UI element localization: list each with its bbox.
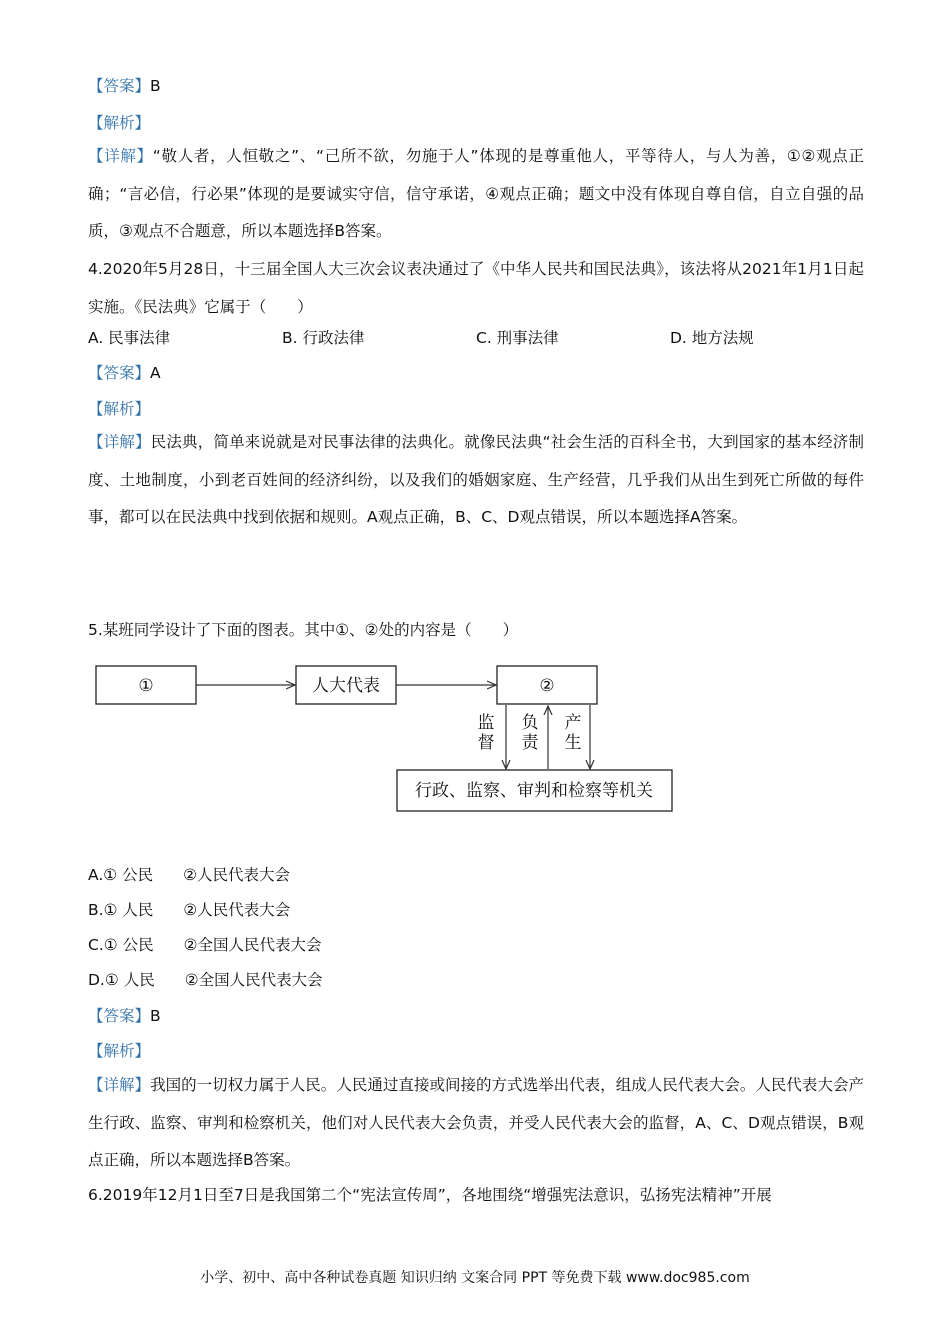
option-part-2: ②人民代表大会 (183, 866, 290, 884)
q5-stem: 5.某班同学设计了下面的图表。其中①、②处的内容是（ ） (88, 621, 519, 639)
diagram-bottom-label: 行政、监察、审判和检察等机关 (415, 781, 653, 801)
analysis-tag: 【解析】 (88, 400, 151, 418)
q5-analysis-tag (88, 1041, 863, 1061)
q6-stem: 6.2019年12月1日至7日是我国第二个“宪法宣传周”，各地围绕“增强宪法意识，弘扬宪法精神”开展 (88, 1186, 772, 1204)
option-part-2: ②全国人民代表大会 (184, 971, 323, 989)
answer-value: B (150, 77, 161, 95)
option-part-1: ① 公民 (103, 936, 154, 954)
label-produce-1: 产 (564, 713, 582, 733)
diagram-box-3-label: ② (539, 676, 555, 696)
option-letter: B. (88, 901, 104, 919)
q5-answer (88, 1006, 863, 1026)
page-footer: 小学、初中、高中各种试卷真题 知识归纳 文案合同 PPT 等免费下载 www.doc985.com (200, 1270, 750, 1286)
label-supervise-1: 监 (477, 713, 495, 733)
q4-option-a[interactable]: A. 民事法律 (88, 329, 171, 347)
label-responsible-2: 责 (521, 733, 539, 753)
label-produce-2: 生 (564, 733, 582, 753)
detail-text: 民法典，简单来说就是对民事法律的法典化。就像民法典“社会生活的百科全书，大到国家的基本经济制度、土地制度，小到老百姓间的经济纠纷，以及我们的婚姻家庭、生产经营，几乎我们从出生到死亡所做的每件事，都可以在民法典中找到依据和规则。A观点正确，B、C、D观点错误，所以本题选择A答案。 (88, 433, 864, 526)
detail-text: 我国的一切权力属于人民。人民通过直接或间接的方式选举出代表，组成人民代表大会。人民代表大会产生行政、监察、审判和检察机关，他们对人民代表大会负责，并受人民代表大会的监督，A、C、D观点错误，B观点正确，所以本题选择B答案。 (88, 1076, 864, 1169)
q5-option-d[interactable] (88, 970, 323, 990)
option-part-1: ① 人民 (103, 901, 154, 919)
q5-option-c[interactable] (88, 935, 321, 955)
answer-tag: 【答案】 (88, 1007, 151, 1025)
option-part-2: ②人民代表大会 (183, 901, 291, 919)
q5-option-b[interactable] (88, 900, 290, 920)
option-letter: A. (88, 866, 104, 884)
detail-tag: 【详解】 (88, 147, 153, 165)
q5-option-a[interactable] (88, 865, 290, 885)
option-part-1: ① 公民 (103, 866, 154, 884)
option-part-1: ① 人民 (104, 971, 155, 989)
q5-detail (88, 1067, 864, 1180)
label-responsible-1: 负 (521, 713, 539, 733)
answer-tag: 【答案】 (88, 364, 151, 382)
answer-tag: 【答案】 (88, 77, 151, 95)
diagram-box-2-label: 人大代表 (312, 676, 380, 696)
answer-value: A (150, 364, 161, 382)
analysis-tag: 【解析】 (88, 114, 151, 132)
q4-option-d[interactable]: D. 地方法规 (670, 329, 754, 347)
answer-value: B (150, 1007, 161, 1025)
option-letter: D. (88, 971, 105, 989)
option-letter: C. (88, 936, 104, 954)
q4-option-b[interactable]: B. 行政法律 (282, 329, 365, 347)
detail-tag: 【详解】 (88, 1076, 151, 1094)
option-part-2: ②全国人民代表大会 (183, 936, 322, 954)
q4-option-c[interactable]: C. 刑事法律 (476, 329, 559, 347)
detail-text: “敬人者，人恒敬之”、“己所不欲，勿施于人”体现的是尊重他人，平等待人，与人为善，①②观点正确；“言必信，行必果”体现的是要诚实守信，信守承诺，④观点正确；题文中没有体现自尊自信，自立自强的品质，③观点不合题意，所以本题选择B答案。 (88, 147, 864, 240)
diagram-box-1-label: ① (138, 676, 154, 696)
label-supervise-2: 督 (477, 733, 495, 753)
detail-tag: 【详解】 (88, 433, 151, 451)
analysis-tag: 【解析】 (88, 1042, 151, 1060)
q4-stem: 4.2020年5月28日，十三届全国人大三次会议表决通过了《中华人民共和国民法典》，该法将从2021年1月1日起实施。《民法典》它属于（ ） (88, 260, 864, 316)
